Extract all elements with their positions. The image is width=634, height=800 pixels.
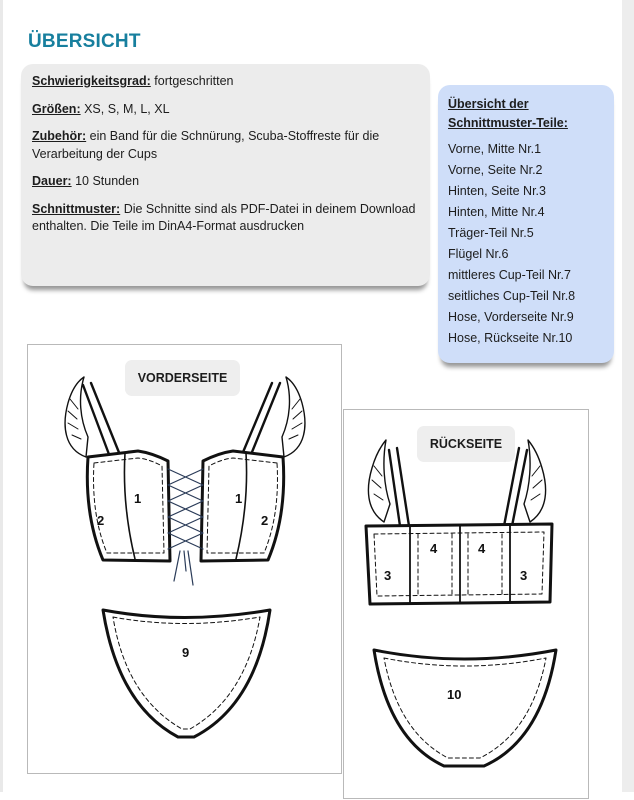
duration-row xyxy=(32,173,420,191)
front-piece-number: 2 xyxy=(97,513,105,528)
parts-item: Hinten, Seite Nr.3 xyxy=(448,184,546,198)
back-piece-number: 3 xyxy=(384,568,392,583)
parts-item: Flügel Nr.6 xyxy=(448,247,509,261)
duration-value: 10 Stunden xyxy=(75,174,140,188)
supplies-label: Zubehör: xyxy=(32,129,87,143)
parts-item: Hinten, Mitte Nr.4 xyxy=(448,205,545,219)
front-view-label: VORDERSEITE xyxy=(125,360,240,396)
sizes-label: Größen: xyxy=(32,101,81,116)
back-piece-number: 4 xyxy=(478,541,486,556)
front-piece-number: 1 xyxy=(134,491,142,506)
pattern-row xyxy=(32,201,420,236)
back-view-label: RÜCKSEITE xyxy=(417,426,515,462)
duration-label: Dauer: xyxy=(32,174,72,188)
parts-item: Hose, Rückseite Nr.10 xyxy=(448,331,573,345)
page-edge-right xyxy=(622,0,634,792)
pattern-value: Die Schnitte sind als PDF-Datei in deinem Download enthalten. Die Teile im DinA4-Format ausdrucken xyxy=(32,201,416,233)
sizes-value: XS, S, M, L, XL xyxy=(84,101,170,116)
parts-card xyxy=(438,85,614,363)
parts-item: mittleres Cup-Teil Nr.7 xyxy=(448,268,571,282)
parts-item: Vorne, Seite Nr.2 xyxy=(448,163,543,177)
parts-list xyxy=(448,139,614,349)
info-card xyxy=(21,64,430,286)
pattern-label: Schnittmuster: xyxy=(32,201,121,216)
back-piece-number: 3 xyxy=(520,568,528,583)
parts-item: seitliches Cup-Teil Nr.8 xyxy=(448,289,576,303)
difficulty-value: fortgeschritten xyxy=(154,74,234,88)
page-title: ÜBERSICHT xyxy=(28,31,141,52)
front-piece-number: 9 xyxy=(182,645,190,660)
parts-item: Hose, Vorderseite Nr.9 xyxy=(448,310,574,324)
difficulty-label: Schwierigkeitsgrad: xyxy=(32,74,151,88)
front-piece-number: 2 xyxy=(261,513,269,528)
sizes-row xyxy=(32,101,420,119)
back-piece-number: 10 xyxy=(447,687,462,702)
page-edge-left xyxy=(0,0,3,792)
front-bikini-drawing xyxy=(28,345,343,775)
parts-item: Vorne, Mitte Nr.1 xyxy=(448,142,542,156)
back-view-panel xyxy=(343,409,589,799)
front-view-panel xyxy=(27,344,342,774)
back-bikini-drawing xyxy=(344,410,590,800)
parts-title: Übersicht der Schnittmuster-Teile: xyxy=(448,97,568,130)
front-piece-number: 1 xyxy=(235,491,243,506)
back-piece-number: 4 xyxy=(430,541,438,556)
supplies-value: ein Band für die Schnürung, Scuba-Stoffreste für die Verarbeitung der Cups xyxy=(32,129,380,161)
parts-item: Träger-Teil Nr.5 xyxy=(448,226,534,240)
supplies-row xyxy=(32,128,420,163)
difficulty-row xyxy=(32,73,420,91)
